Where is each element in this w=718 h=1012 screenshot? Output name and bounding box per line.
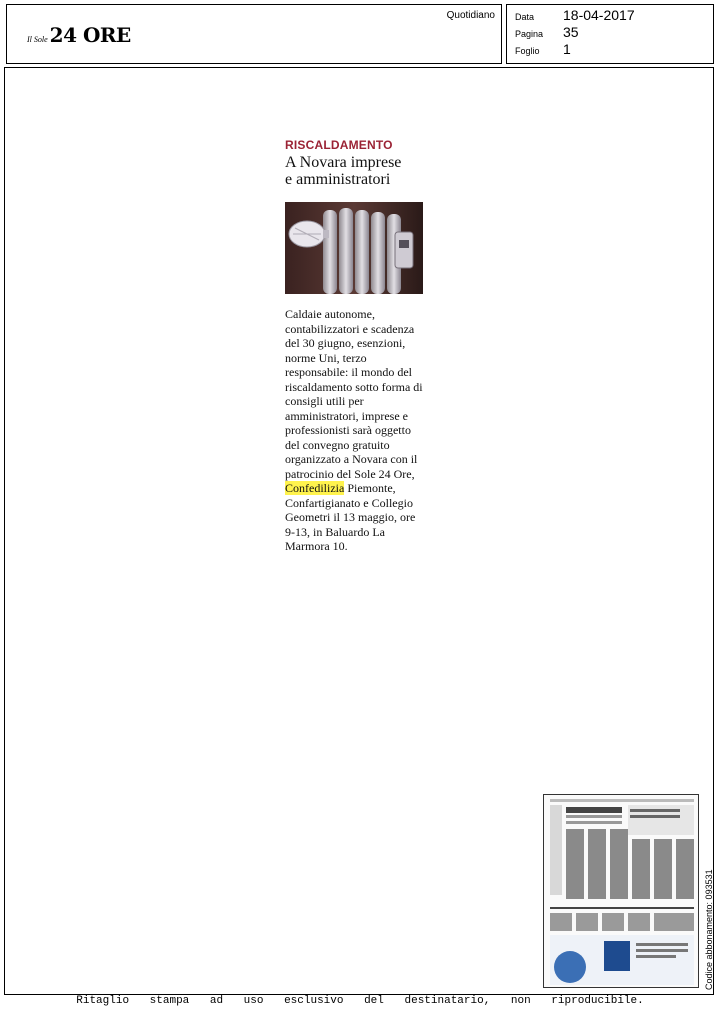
newspaper-logo: [27, 25, 131, 45]
headline-line-1: A Novara imprese: [285, 154, 402, 171]
logo-big-text: 24 ORE: [49, 23, 131, 47]
meta-page-row: [515, 24, 579, 40]
article-kicker: RISCALDAMENTO: [285, 138, 393, 152]
publication-type: Quotidiano: [446, 10, 495, 21]
meta-date-value: 18-04-2017: [563, 7, 635, 23]
page-thumbnail: [543, 794, 699, 988]
meta-page-label: Pagina: [515, 29, 544, 39]
highlighted-term: Confedilizia: [285, 481, 345, 495]
radiator-photo: [285, 202, 423, 294]
meta-page-value: 35: [563, 24, 579, 40]
meta-sheet-row: [515, 41, 571, 57]
logo-small-text: Il Sole: [27, 35, 48, 44]
meta-box: [506, 4, 714, 64]
article-headline: [285, 154, 425, 188]
article-header: [285, 138, 425, 188]
body-text-part-2: Piemonte, Confartigianato e Collegio Geometri il 13 maggio, ore 9-13, in Baluardo La Marmora 10.: [285, 481, 416, 553]
meta-sheet-label: Foglio: [515, 46, 540, 56]
article-body: [285, 307, 425, 554]
meta-date-label: Data: [515, 12, 535, 22]
footer-disclaimer: Ritaglio stampa ad uso esclusivo del destinatario, non riproducibile.: [76, 995, 644, 1007]
meta-sheet-value: 1: [563, 41, 571, 57]
subscription-code: Codice abbonamento: 093531: [704, 869, 714, 990]
headline-line-2: e amministratori: [285, 171, 391, 188]
meta-date-row: [515, 7, 635, 23]
masthead-box: [6, 4, 502, 64]
body-text-part-1: Caldaie autonome, contabilizzatori e scadenza del 30 giugno, esenzioni, norme Uni, terzo responsabile: il mondo del riscaldamento sotto forma di consigli utili per amministratori, imprese e professionisti sarà oggetto del convegno gratuito organizzato a Novara con il patrocinio del Sole 24 Ore,: [285, 307, 423, 481]
page-thumbnail-icon: [544, 795, 699, 988]
